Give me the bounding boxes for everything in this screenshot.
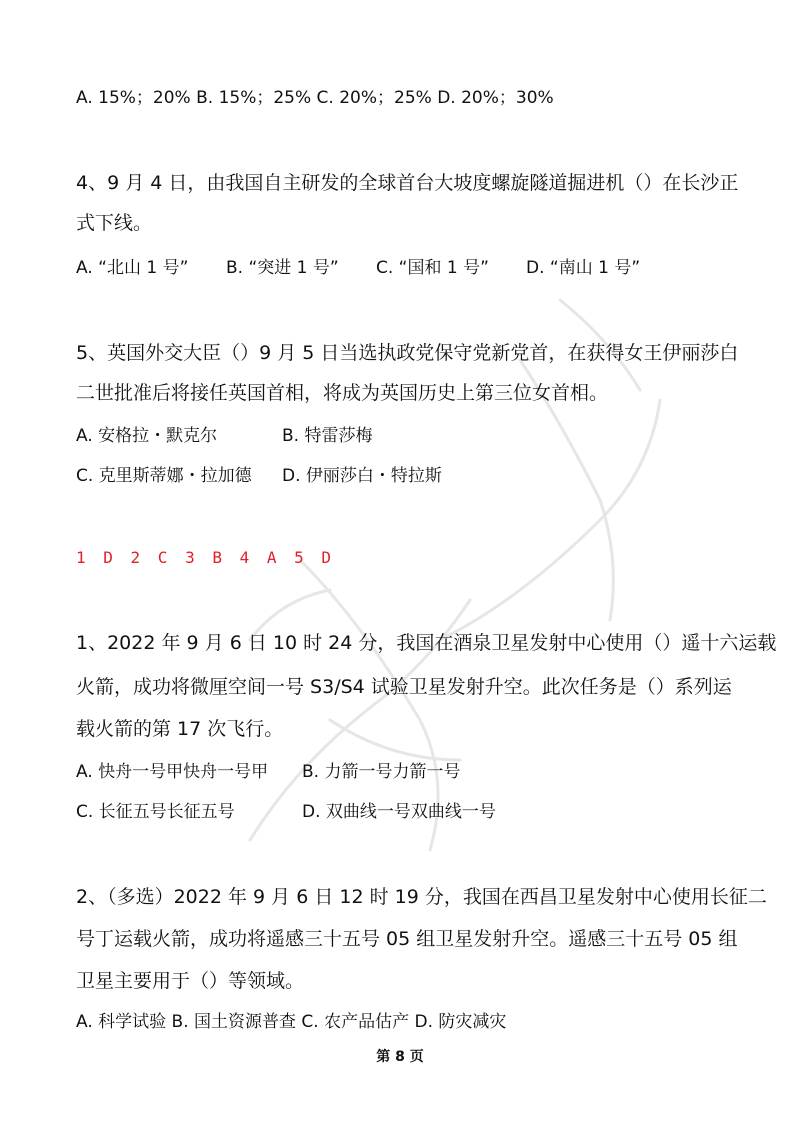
news-question-2-text-line2: 号丁运载火箭，成功将遥感三十五号 05 组卫星发射升空。遥感三十五号 05 组 (76, 928, 738, 950)
question-4-option-d: D. “南山 1 号” (526, 258, 641, 278)
page-number: 第 8 页 (376, 1049, 424, 1065)
question-5-options-row2 (76, 464, 442, 488)
news-question-2-text-line1: 2、（多选）2022 年 9 月 6 日 12 时 19 分，我国在西昌卫星发射中心使用长征二 (76, 886, 767, 908)
previous-question-options: A. 15%；20% B. 15%；25% C. 20%；25% D. 20%；30% (76, 88, 554, 108)
question-5-option-a: A. 安格拉・默克尔 (76, 426, 218, 446)
news-question-1-option-b: B. 力箭一号力箭一号 (302, 762, 461, 782)
news-question-1-option-c: C. 长征五号长征五号 (76, 802, 235, 822)
news-question-1-text-line1: 1、2022 年 9 月 6 日 10 时 24 分，我国在酒泉卫星发射中心使用（）遥十六运载 (76, 632, 777, 654)
question-5-option-c: C. 克里斯蒂娜・拉加德 (76, 466, 252, 486)
question-4-text-line1: 4、9 月 4 日，由我国自主研发的全球首台大坡度螺旋隧道掘进机（）在长沙正 (76, 172, 739, 194)
question-4-options (76, 256, 640, 280)
question-4-option-c: C. “国和 1 号” (376, 258, 489, 278)
news-question-2-options: A. 科学试验 B. 国土资源普查 C. 农产品估产 D. 防灾减灾 (76, 1012, 507, 1032)
news-question-1-option-a: A. 快舟一号甲快舟一号甲 (76, 762, 269, 782)
question-4-option-a: A. “北山 1 号” (76, 258, 189, 278)
question-4-text-line2: 式下线。 (76, 212, 153, 234)
question-5-text-line2: 二世批准后将接任英国首相，将成为英国历史上第三位女首相。 (76, 382, 609, 404)
answer-key: 1 D 2 C 3 B 4 A 5 D (76, 548, 336, 567)
question-4-option-b: B. “突进 1 号” (226, 258, 339, 278)
question-5-text-line1: 5、英国外交大臣（）9 月 5 日当选执政党保守党新党首，在获得女王伊丽莎白 (76, 342, 739, 364)
question-5-option-d: D. 伊丽莎白・特拉斯 (282, 466, 442, 486)
question-5-options-row1 (76, 424, 372, 448)
question-5-option-b: B. 特雷莎梅 (282, 426, 373, 446)
news-question-1-options-row1 (76, 760, 460, 784)
news-question-1-options-row2 (76, 800, 496, 824)
news-question-2-text-line3: 卫星主要用于（）等领域。 (76, 970, 305, 992)
news-question-1-text-line3: 载火箭的第 17 次飞行。 (76, 718, 284, 740)
news-question-1-option-d: D. 双曲线一号双曲线一号 (302, 802, 496, 822)
news-question-1-text-line2: 火箭，成功将微厘空间一号 S3/S4 试验卫星发射升空。此次任务是（）系列运 (76, 676, 732, 698)
